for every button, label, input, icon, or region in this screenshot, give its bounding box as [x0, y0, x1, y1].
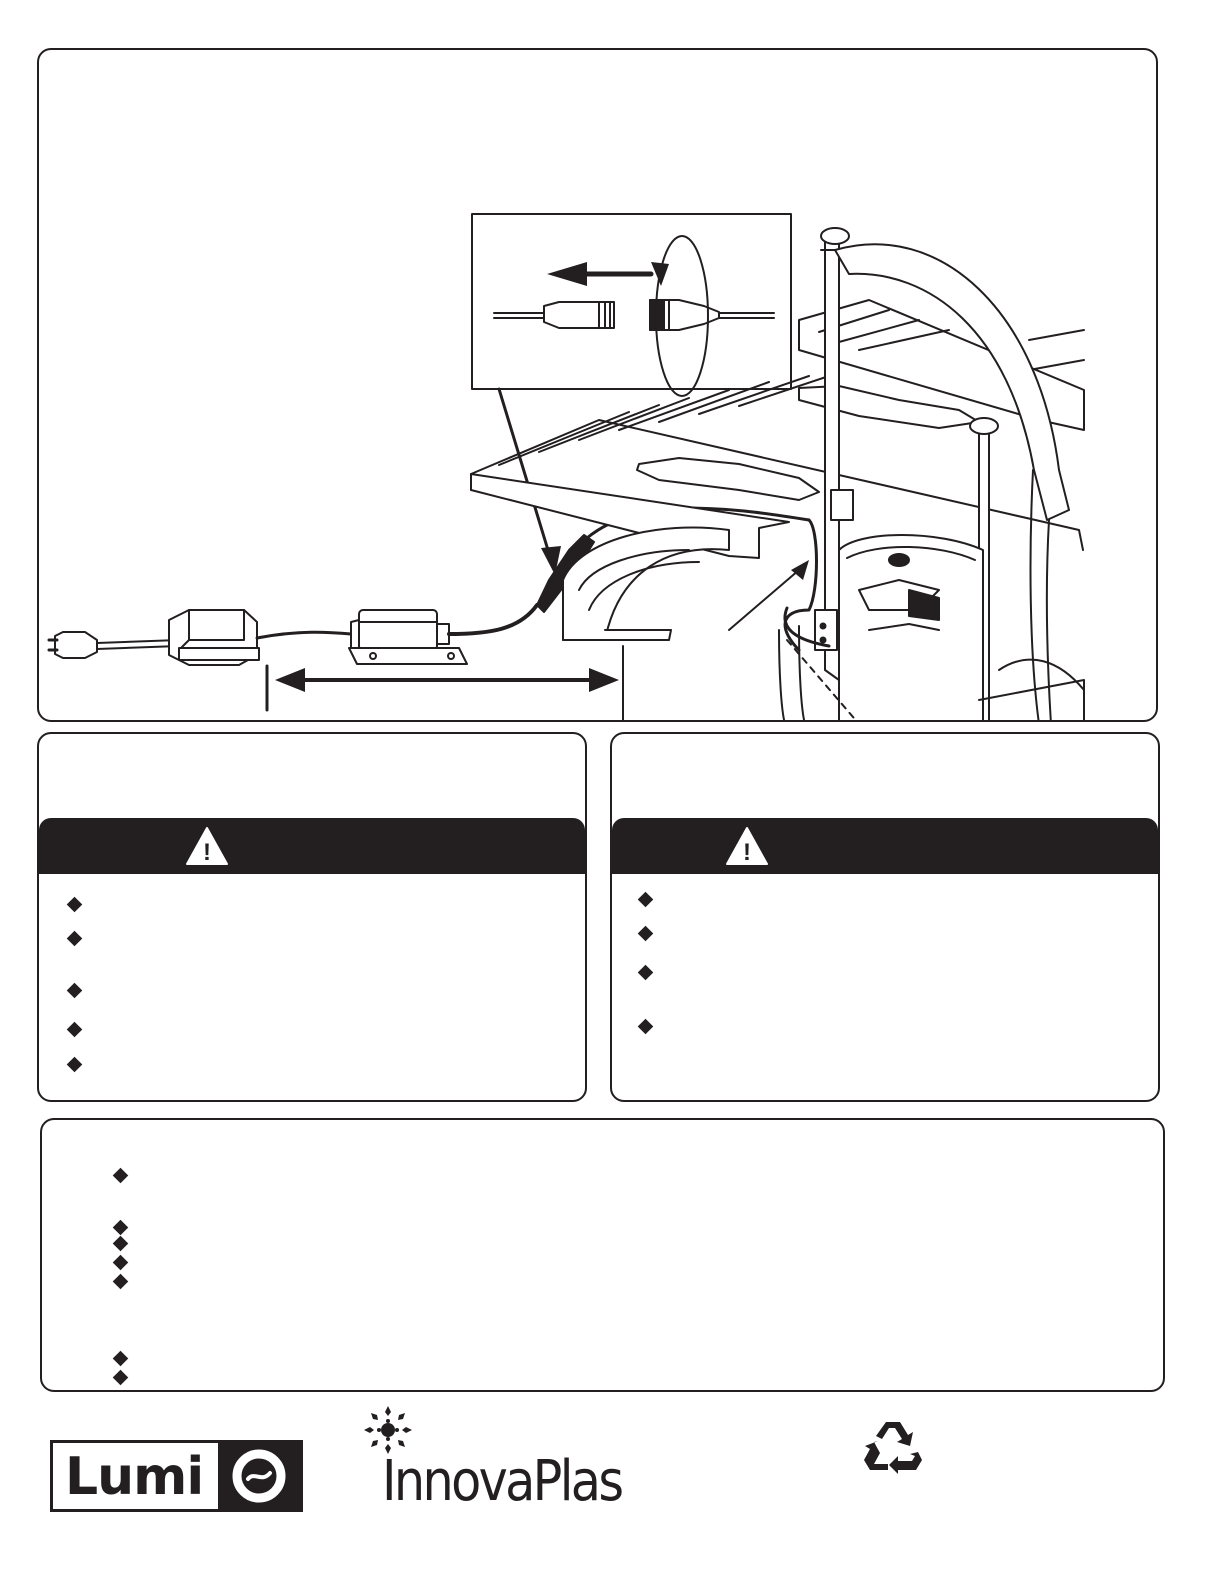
list-item — [67, 931, 83, 947]
assembly-illustration — [39, 50, 1158, 722]
list-item — [638, 1019, 654, 1035]
bottom-info-panel — [40, 1118, 1165, 1392]
left-warning-banner — [39, 818, 585, 874]
list-item — [113, 1236, 129, 1252]
list-item — [113, 1255, 129, 1271]
warning-symbol: ! — [203, 839, 211, 866]
list-item — [113, 1351, 129, 1367]
list-item — [67, 1022, 83, 1038]
list-item — [67, 1057, 83, 1073]
list-item — [113, 1370, 129, 1386]
left-info-panel — [37, 732, 587, 1102]
illustration-panel — [37, 48, 1158, 722]
warning-triangle-icon — [185, 826, 229, 866]
list-item — [638, 926, 654, 942]
innovaplas-wordmark: InnovaPlas — [382, 1449, 622, 1514]
right-warning-banner — [612, 818, 1158, 874]
recycle-icon — [862, 1418, 924, 1474]
list-item — [67, 983, 83, 999]
list-item — [638, 965, 654, 981]
warning-symbol: ! — [743, 839, 751, 866]
right-info-panel — [610, 732, 1160, 1102]
list-item — [67, 897, 83, 913]
list-item — [638, 892, 654, 908]
connector-inset-frame — [472, 214, 791, 389]
list-item — [113, 1220, 129, 1236]
list-item — [113, 1274, 129, 1290]
lumio-wordmark: Lumi — [65, 1447, 204, 1507]
list-item — [113, 1168, 129, 1184]
lumio-o-mark — [218, 1443, 300, 1509]
lumio-logo — [50, 1440, 303, 1512]
warning-triangle-icon — [725, 826, 769, 866]
